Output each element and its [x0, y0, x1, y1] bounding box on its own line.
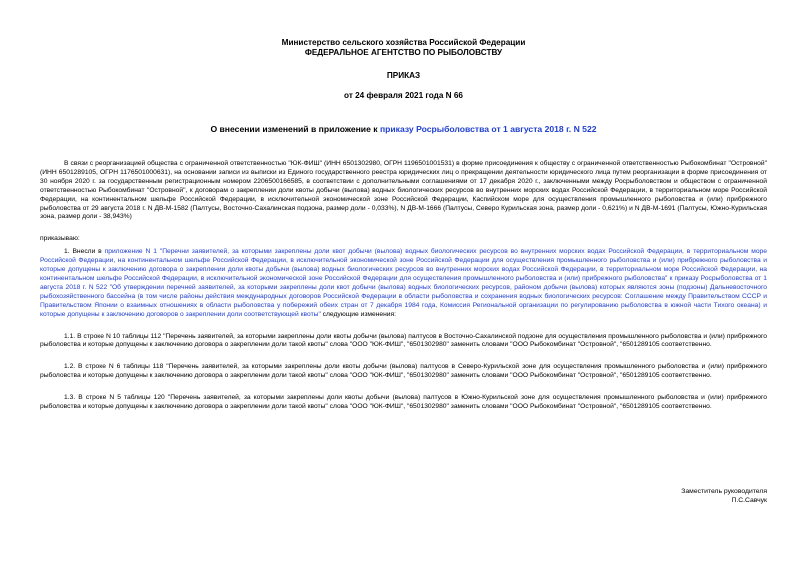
item-1-tail: следующие изменения:	[320, 310, 397, 318]
signature-position: Заместитель руководителя	[681, 488, 767, 495]
ministry-title: Министерство сельского хозяйства Российской Федерации	[281, 38, 526, 47]
subitem-1-2: 1.2. В строке N 6 таблицы 118 "Перечень заявителей, за которыми закреплены доли квоты добычи (вылова) палтусов в Северо-Курильской зоне для осуществления промышленного рыболовства и (или) прибрежного рыболовства и которые допущены к заключению договора о закреплении доли такой квоты" слова "ООО "ЮК-ФИШ", "6501302980" заменить словами "ООО Рыбокомбинат "Островной", "6501289105 соответственно.	[40, 363, 767, 380]
signature-name: П.С.Савчук	[731, 497, 767, 504]
signature-block	[681, 487, 767, 505]
item-1-lead: 1. Внесли в	[64, 248, 105, 256]
agency-title: ФЕДЕРАЛЬНОЕ АГЕНТСТВО ПО РЫБОЛОВСТВУ	[304, 48, 503, 57]
document-date-number: от 24 февраля 2021 года N 66	[344, 91, 463, 100]
intro-paragraph: В связи с реорганизацией общества с ограниченной ответственностью "ЮК-ФИШ" (ИНН 6501302980, ОГРН 1196501001531) в форме присоединения к обществу с ограниченной ответственностью Рыбокомбинат "Островной" (ИНН 6501289105, ОГРН 1176501000631), на основании записи из выписки из Единого государственного реестра юридических лиц о прекращении деятельности юридического лица путем реорганизации в форме присоединения от 30 ноября 2020 г. за государственным регистрационным номером 2206500166585, в соответствии с дополнительными соглашениями от 17 декабря 2020 г., заключенными между Росрыболовством и обществом с ограниченной ответственностью Рыбокомбинат "Островной", к договорам о закреплении доли квоты добычи (вылова) водных биологических ресурсов во внутренних морских водах Российской Федерации, в территориальном море Российской Федерации, на континентальном шельфе Российской Федерации, в исключительной экономической зоне Российской Федерации, Каспийском море для осуществления промышленного рыболовства и (или) прибрежного рыболовства от 29 августа 2018 г. N ДВ-М-1582 (Палтусы, Восточно-Сахалинская подзона, размер доли - 0,033%), N ДВ-М-1666 (Палтусы, Северо Курильская зона, размер доли - 0,621%) и N ДВ-М-1691 (Палтусы, Южно-Курильская зона, размер доли - 38,943%)	[40, 160, 767, 221]
subject-prefix: О внесении изменений в приложение к	[210, 124, 380, 134]
appendix-link[interactable]: приложение N 1 "Перечни заявителей, за которыми закреплены доли квот добычи (вылова) водных биологических ресурсов во внутренних морских водах Российской Федерации, в территориальном море Российской Федерации, на континентальном шельфе Российской Федерации, в исключительной экономической зоне Российской Федерации для осуществления промышленного рыболовства и (или) прибрежного рыболовства и которые допущены к заключению договора о закреплении доли квоты добычи (вылова) водных биологических ресурсов во внутренних морских водах Российской Федерации, в территориальном море Российской Федерации, на континентальном шельфе Российской Федерации, в исключительной экономической зоне Российской Федерации для осуществления промышленного рыболовства и (или) прибрежного рыболовства" к приказу Росрыболовства от 1 августа 2018 г. N 522 "Об утверждении перечней заявителей, за которыми закреплены доли квот добычи (вылова) водных биологических ресурсов, районом добычи (вылова) которых являются зоны (подзоны) Дальневосточного рыбохозяйственного бассейна (в том числе районы действия международных договоров Российской Федерации в области рыболовства и сохранения водных биологических ресурсов: Соглашение между Правительством СССР и Правительством Японии о взаимных отношениях в области рыболовства у побережий обеих стран от 7 декабря 1984 года, Комиссия Региональной организации по регулированию рыболовства в южной части Тихого океана) и которые допущены к заключению договоров о закреплении доли соответствующей квоты"	[40, 248, 767, 318]
item-1-paragraph	[40, 248, 767, 319]
document-type: ПРИКАЗ	[386, 71, 421, 80]
subitem-1-3: 1.3. В строке N 5 таблицы 120 "Перечень заявителей, за которыми закреплены доли квоты добычи (вылова) палтусов в Южно-Курильской зоне для осуществления промышленного рыболовства и (или) прибрежного рыболовства и которые допущены к заключению договора о закреплении доли такой квоты" слова "ООО "ЮК-ФИШ", "6501302980" заменить словами "ООО Рыбокомбинат "Островной", "6501289105 соответственно.	[40, 394, 767, 411]
subject-order-link[interactable]: приказу Росрыболовства от 1 августа 2018 г. N 522	[379, 124, 597, 134]
document-subject	[40, 124, 767, 135]
subitem-1-1: 1.1. В строке N 10 таблицы 112 "Перечень заявителей, за которыми закреплены доли квоты добычи (вылова) палтусов в Восточно-Сахалинской подзоне для осуществления промышленного рыболовства и (или) прибрежного рыболовства и которые допущены к заключению договора о закреплении доли такой квоты" слова "ООО "ЮК-ФИШ", "6501302980" заменить словами "ООО Рыбокомбинат "Островной", "6501289105 соответственно.	[40, 332, 767, 349]
ordered-line: приказываю:	[40, 235, 80, 243]
